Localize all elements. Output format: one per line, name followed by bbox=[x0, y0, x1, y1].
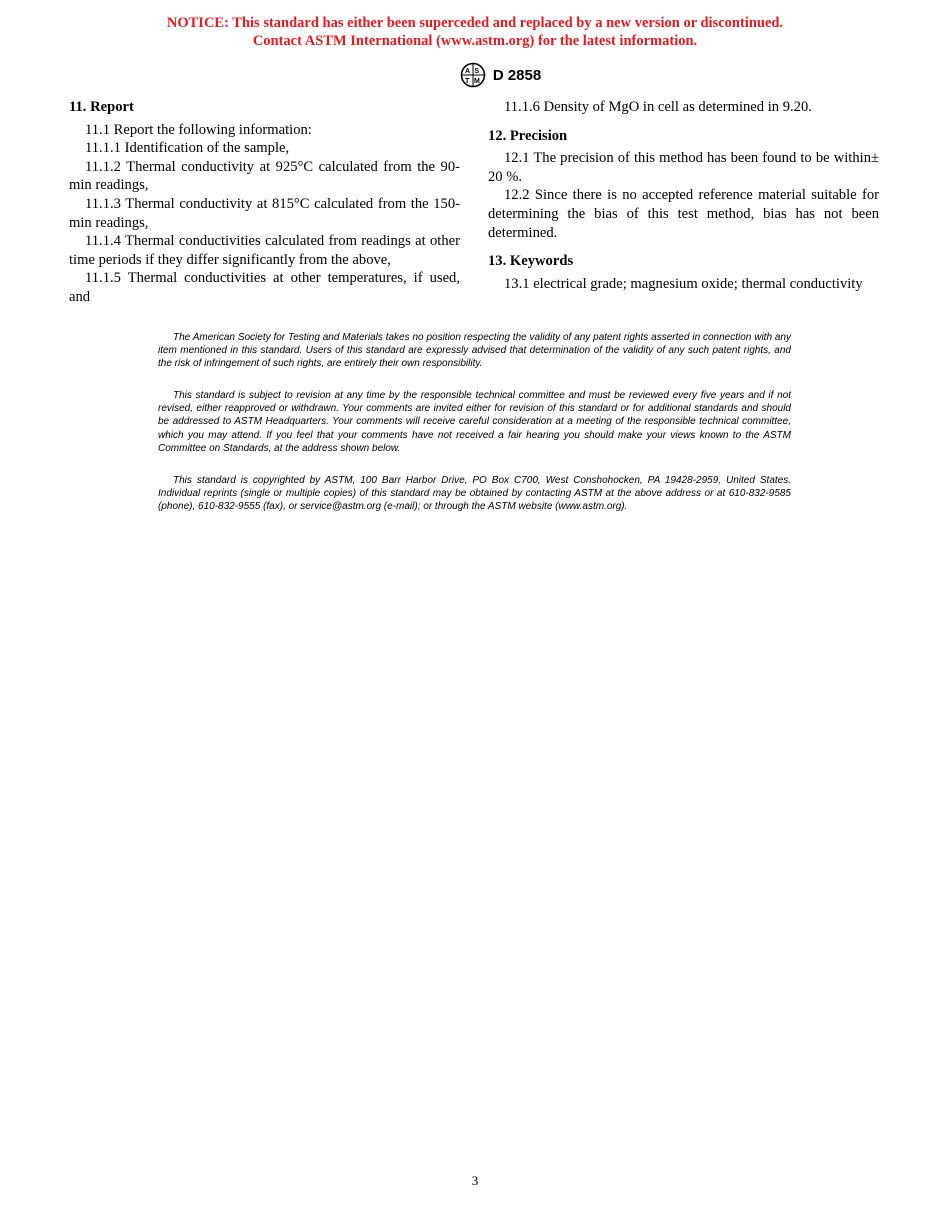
paragraph-11-1-6: 11.1.6 Density of MgO in cell as determined in 9.20. bbox=[504, 99, 812, 115]
patent-disclaimer: The American Society for Testing and Materials takes no position respecting the validity of any patent rights asserted in connection with any item mentioned in this standard. Users of this standard are expressly advised that determination of the validity of any such patent rights, and the risk of infringement of such rights, are entirely their own responsibility. bbox=[158, 332, 791, 370]
left-column bbox=[69, 98, 460, 307]
paragraph-11-1-1: 11.1.1 Identification of the sample, bbox=[85, 140, 290, 157]
paragraph-11-1: 11.1 Report the following information: bbox=[85, 121, 312, 138]
paragraph-11-1-3: 11.1.3 Thermal conductivity at 815°C calculated from the 150-min readings, bbox=[69, 195, 460, 231]
svg-text:A: A bbox=[464, 68, 470, 75]
svg-text:T: T bbox=[464, 78, 470, 85]
paragraph-13-1: 13.1 electrical grade; magnesium oxide; thermal conductivity bbox=[504, 275, 863, 292]
right-column bbox=[488, 98, 879, 293]
standard-designation: D 2858 bbox=[492, 66, 542, 84]
section-heading-report: 11. Report bbox=[69, 99, 134, 115]
svg-text:S: S bbox=[474, 68, 479, 75]
revision-notice: This standard is subject to revision at any time by the responsible technical committee and must be reviewed every five years and if not revised, either reapproved or withdrawn. Your comments are invited either for revision of this standard or for additional standards and should be addressed to ASTM Headquarters. Your comments will receive careful consideration at a meeting of the responsible technical committee, which you may attend. If you feel that your comments have not received a fair hearing you should make your views known to the ASTM Committee on Standards, at the address shown below. bbox=[158, 390, 791, 454]
paragraph-11-1-5: 11.1.5 Thermal conductivities at other temperatures, if used, and bbox=[69, 270, 460, 305]
paragraph-12-2: 12.2 Since there is no accepted reference material suitable for determining the bias of this test method, bias has not been determined. bbox=[488, 187, 879, 241]
paragraph-12-1: 12.1 The precision of this method has been found to be within± 20 %. bbox=[488, 150, 879, 185]
copyright-notice: This standard is copyrighted by ASTM, 100 Barr Harbor Drive, PO Box C700, West Conshohocken, PA 19428-2959, United States. Individual reprints (single or multiple copies) of this standard may be obtained by contacting ASTM at the above address or at 610-832-9585 (phone), 610-832-9555 (fax), or service@astm.org (e-mail); or through the ASTM website (www.astm.org). bbox=[158, 475, 791, 513]
paragraph-11-1-2: 11.1.2 Thermal conductivity at 925°C calculated from the 90-min readings, bbox=[69, 158, 460, 194]
paragraph-11-1-4: 11.1.4 Thermal conductivities calculated from readings at other time periods if they differ significantly from the above, bbox=[69, 233, 460, 268]
page-number: 3 bbox=[471, 1173, 479, 1188]
notice-line-1: NOTICE: This standard has either been superceded and replaced by a new version or discontinued. bbox=[166, 15, 784, 31]
document-header bbox=[0, 62, 950, 88]
notice-line-2: Contact ASTM International (www.astm.org) for the latest information. bbox=[252, 33, 698, 49]
section-heading-precision: 12. Precision bbox=[488, 127, 568, 144]
section-heading-keywords: 13. Keywords bbox=[488, 253, 574, 270]
astm-logo-icon bbox=[459, 62, 487, 88]
supersession-notice bbox=[0, 14, 950, 50]
svg-text:M: M bbox=[473, 78, 480, 85]
